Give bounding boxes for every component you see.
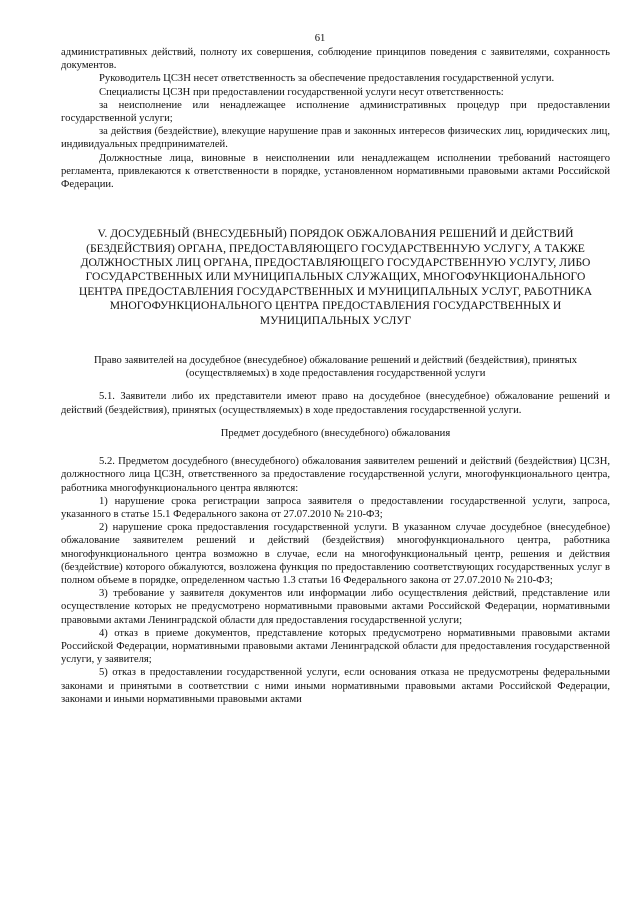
list-item: 5) отказ в предоставлении государственной услуги, если основания отказа не предусмотрены федеральными законами и принятыми в соответствии с ними иными нормативными правовыми актами Российской Федерации, законами и иными нормативными правовыми актами: [61, 667, 610, 705]
subheading-appeal-subject: Предмет досудебного (внесудебного) обжалования: [220, 427, 451, 439]
paragraph-5-1: 5.1. Заявители либо их представители имеют право на досудебное (внесудебное) обжалование решений и действий (бездействия), принятых (осуществляемых) в ходе предоставления государственной услуги.: [61, 391, 610, 416]
paragraph: за действия (бездействие), влекущие нарушение прав и законных интересов физических лиц, юридических лиц, индивидуальных предпринимателей.: [61, 126, 610, 151]
list-item: 1) нарушение срока регистрации запроса заявителя о предоставлении государственной услуги, запроса, указанного в статье 15.1 Федерального закона от 27.07.2010 № 210-ФЗ;: [61, 495, 610, 520]
list-item: 4) отказ в приеме документов, представление которых предусмотрено нормативными правовыми актами Российской Федерации, нормативными правовыми актами Ленинградской области для предоставления государственной услуги, у заявителя;: [61, 627, 610, 666]
subheading-appeal-right: Право заявителей на досудебное (внесудебное) обжалование решений и действий (бездействия), принятых (осуществляемых) в ходе предоставления государственной услуги: [93, 355, 578, 380]
paragraph: Специалисты ЦСЗН при предоставлении государственной услуги несут ответственность:: [99, 86, 504, 98]
document-body: [61, 46, 610, 706]
list-item: 3) требование у заявителя документов или информации либо осуществления действий, представление или осуществление которых не предусмотрено нормативными правовыми актами Российской Федерации, нормативными правовыми актами Ленинградской области для предоставления государственной услуги;: [61, 588, 610, 626]
list-item: 2) нарушение срока предоставления государственной услуги. В указанном случае досудебное (внесудебное) обжалование заявителем решений и действий (бездействия) многофункционального центра, работника многофункционального центра возможно в случае, если на многофункциональный центр, решения и действия (бездействие) которого обжалуются, возложена функция по предоставлению соответствующих государственных услуг в полном объеме в порядке, определенном частью 1.3 статьи 16 Федерального закона от 27.07.2010 № 210-ФЗ;: [61, 522, 610, 586]
page-number: 61: [314, 33, 326, 44]
paragraph: Руководитель ЦСЗН несет ответственность за обеспечение предоставления государственной услуги.: [99, 73, 555, 85]
paragraph: за неисполнение или ненадлежащее исполнение административных процедур при предоставлении государственной услуги;: [61, 99, 610, 125]
section-title: V. ДОСУДЕБНЫЙ (ВНЕСУДЕБНЫЙ) ПОРЯДОК ОБЖАЛОВАНИЯ РЕШЕНИЙ И ДЕЙСТВИЙ (БЕЗДЕЙСТВИЯ) ОРГАНА, ПРЕДОСТАВЛЯЮЩЕГО ГОСУДАРСТВЕННУЮ УСЛУГУ, А ТАКЖЕ ДОЛЖНОСТНЫХ ЛИЦ ОРГАНА, ПРЕДОСТАВЛЯЮЩЕГО ГОСУДАРСТВЕННУЮ УСЛУГУ, ЛИБО ГОСУДАРСТВЕННЫХ ИЛИ МУНИЦИПАЛЬНЫХ СЛУЖАЩИХ, МНОГОФУНКЦИОНАЛЬНОГО ЦЕНТРА ПРЕДОСТАВЛЕНИЯ ГОСУДАРСТВЕННЫХ И МУНИЦИПАЛЬНЫХ УСЛУГ, РАБОТНИКА МНОГОФУНКЦИОНАЛЬНОГО ЦЕНТРА ПРЕДОСТАВЛЕНИЯ ГОСУДАРСТВЕННЫХ И МУНИЦИПАЛЬНЫХ УСЛУГ: [78, 227, 593, 327]
paragraph: административных действий, полноту их совершения, соблюдение принципов поведения с заявителями, сохранность документов.: [61, 47, 610, 72]
paragraph-5-2: 5.2. Предметом досудебного (внесудебного) обжалования заявителем решений и действий (бездействия) ЦСЗН, должностного лица ЦСЗН, ответственного за предоставление государственной услуги, многофункционального центра, работника многофункционального центра являются:: [61, 456, 610, 494]
paragraph: Должностные лица, виновные в неисполнении или ненадлежащем исполнении требований настоящего регламента, привлекаются к ответственности в порядке, установленном нормативными правовыми актами Российской Федерации.: [61, 152, 610, 191]
